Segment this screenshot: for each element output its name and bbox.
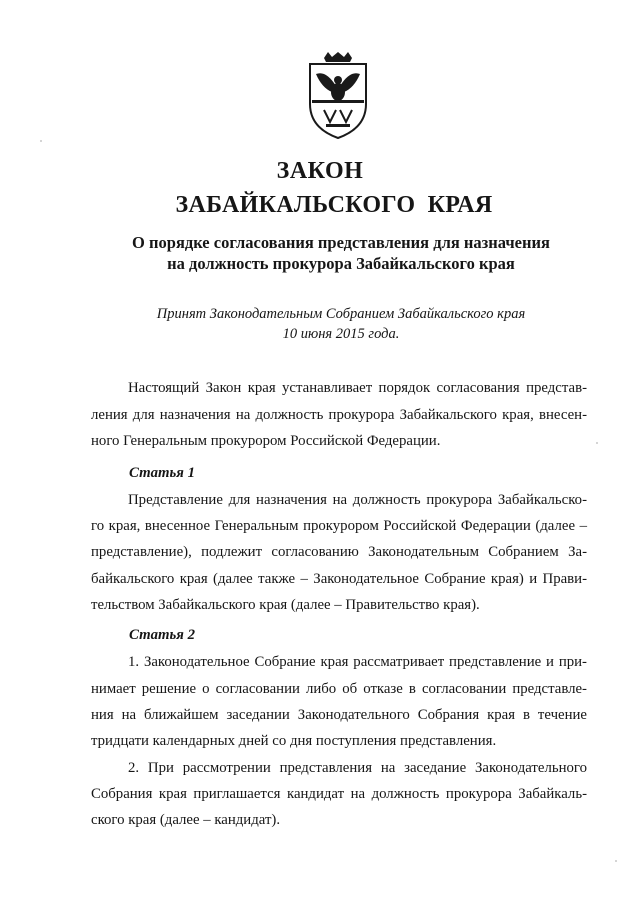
article-1-line: представление), подлежит согласованию Законодательным Собранием За- xyxy=(91,544,587,560)
scan-speck xyxy=(40,140,42,142)
adopted-by-line: Принят Законодательным Собранием Забайкальского края xyxy=(156,306,526,322)
adopted-date-line: 10 июня 2015 года. xyxy=(282,326,400,342)
article-2-line: тридцати календарных дней со дня поступления представления. xyxy=(91,733,497,749)
article-2-line: 2. При рассмотрении представления на заседание Законодательного xyxy=(128,760,587,776)
law-region-title: ЗАБАЙКАЛЬСКОГО КРАЯ xyxy=(175,192,493,218)
article-2-line: Собрания края приглашается кандидат на должность прокурора Забайкаль- xyxy=(91,786,587,802)
article-2-line: ского края (далее – кандидат). xyxy=(91,812,281,828)
article-2-line: нимает решение о согласовании либо об отказе в согласовании представле- xyxy=(91,681,587,697)
article-1-heading: Статья 1 xyxy=(129,465,195,481)
article-1-line: го края, внесенное Генеральным прокурором Российской Федерации (далее – xyxy=(91,518,587,534)
law-title: ЗАКОН xyxy=(276,158,364,184)
law-subject-line-2: на должность прокурора Забайкальского края xyxy=(167,254,515,273)
article-2-line: ния на ближайшем заседании Законодательного Собрания края в течение xyxy=(91,707,587,723)
article-1-line: Представление для назначения на должность прокурора Забайкальско- xyxy=(128,492,587,508)
article-1-line: тельством Забайкальского края (далее – Правительство края). xyxy=(91,597,480,613)
preamble-line: ного Генеральным прокурором Российской Федерации. xyxy=(91,433,441,449)
article-2-heading: Статья 2 xyxy=(129,627,195,643)
law-subject-line-1: О порядке согласования представления для назначения xyxy=(132,233,550,252)
scan-speck xyxy=(615,860,617,862)
article-2-line: 1. Законодательное Собрание края рассматривает представление и при- xyxy=(128,654,587,670)
article-1-line: байкальского края (далее также – Законодательное Собрание края) и Прави- xyxy=(91,571,587,587)
preamble-line: ления для назначения на должность прокурора Забайкальского края, внесен- xyxy=(91,407,587,423)
scan-speck xyxy=(596,442,598,444)
coat-of-arms-icon xyxy=(306,52,370,140)
preamble-line: Настоящий Закон края устанавливает порядок согласования представ- xyxy=(128,380,587,396)
